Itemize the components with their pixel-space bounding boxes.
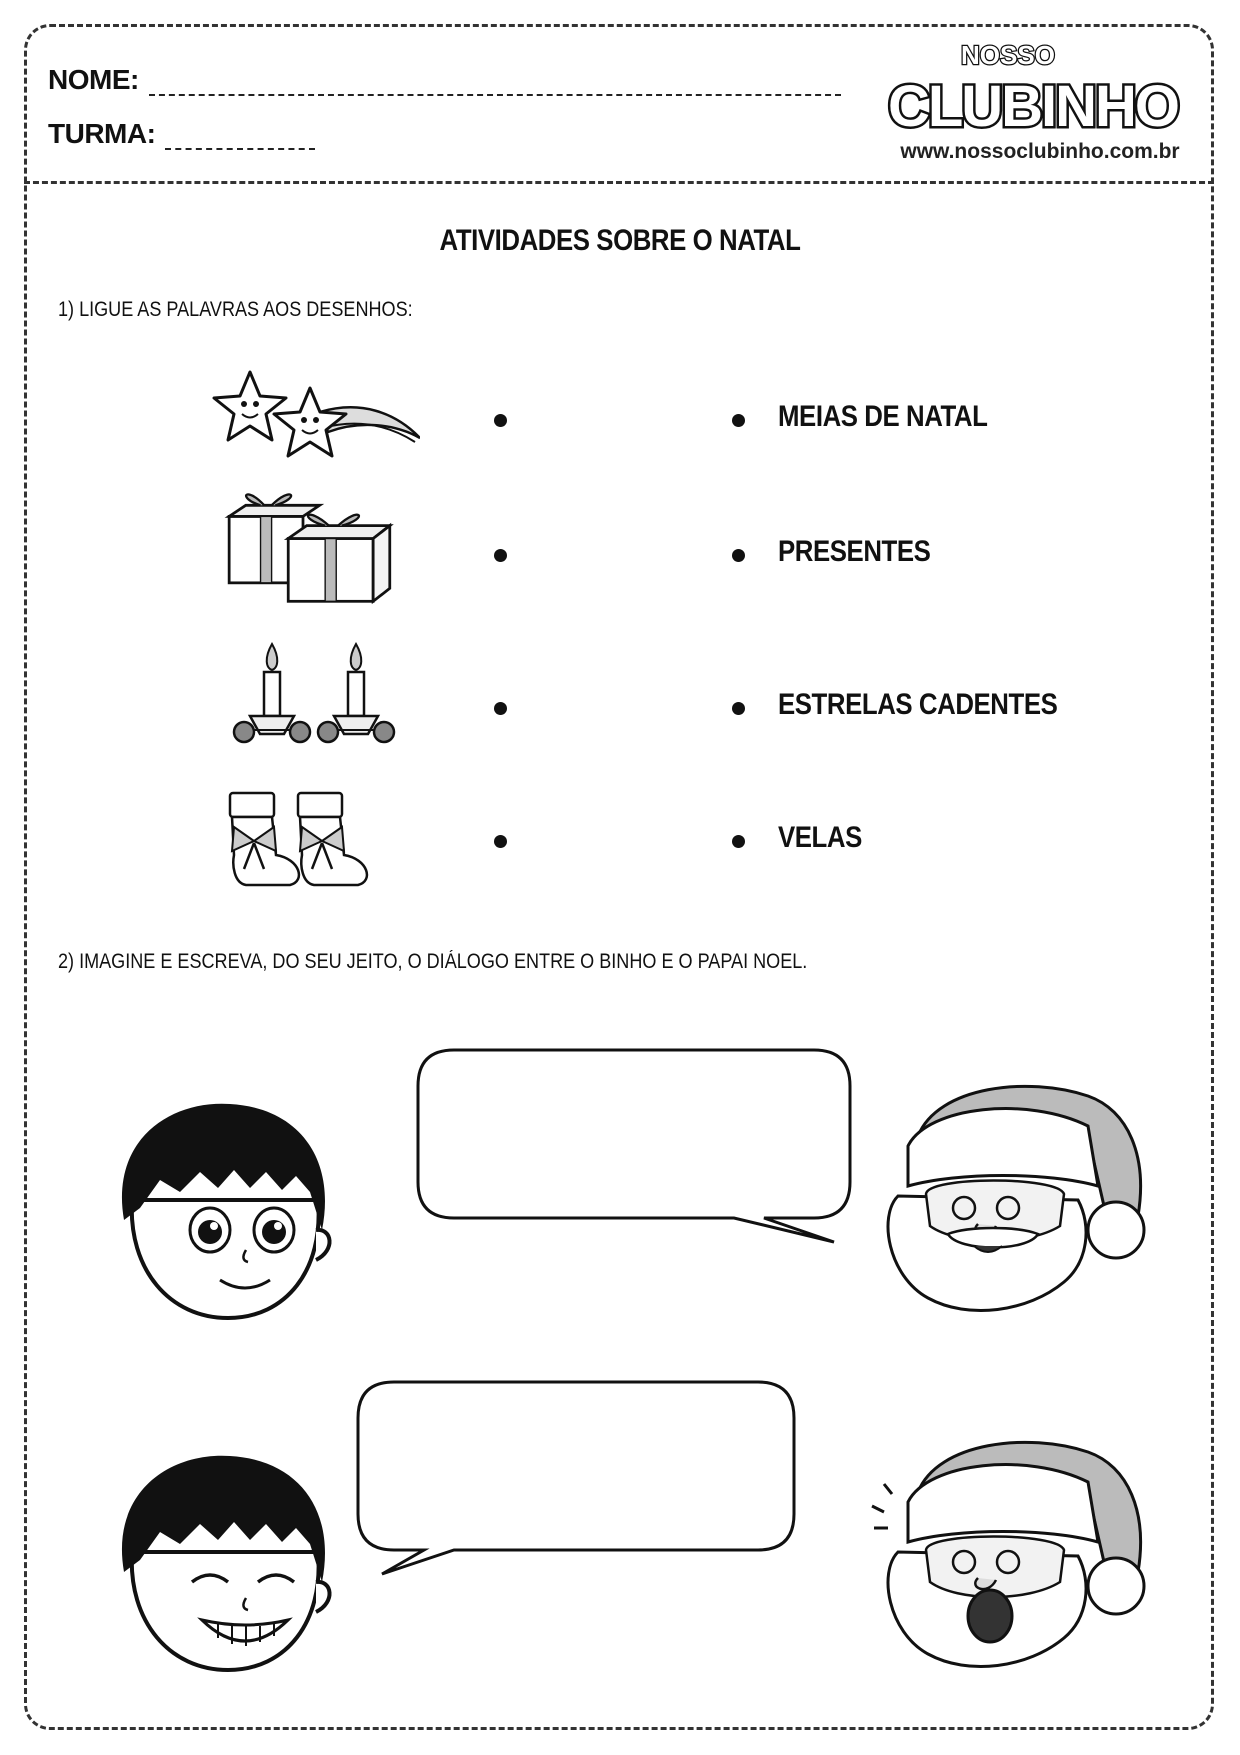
logo-top-text: NOSSO [961, 40, 1055, 70]
speech-bubble-1[interactable] [414, 1046, 854, 1246]
match-dot-left[interactable] [494, 549, 507, 562]
santa-face-icon [868, 1076, 1148, 1316]
match-word: ESTRELAS CADENTES [778, 688, 1058, 721]
logo-main-text: CLUBINHO [887, 74, 1179, 139]
speech-bubble-2[interactable] [354, 1378, 798, 1578]
gift-boxes-icon [210, 485, 420, 605]
match-dot-right[interactable] [732, 549, 745, 562]
class-field-row [48, 118, 315, 150]
shooting-stars-icon [210, 370, 420, 490]
match-row [0, 640, 1240, 760]
match-row [0, 780, 1240, 900]
name-label: NOME: [48, 64, 139, 95]
header-divider [24, 181, 1214, 184]
match-dot-right[interactable] [732, 835, 745, 848]
class-field[interactable] [165, 122, 315, 150]
match-dot-left[interactable] [494, 835, 507, 848]
boy-face-icon [110, 1100, 340, 1330]
logo-url: www.nossoclubinho.com.br [900, 140, 1180, 163]
santa-surprised-face-icon [868, 1432, 1148, 1672]
match-word: MEIAS DE NATAL [778, 400, 988, 433]
candles-icon [210, 640, 420, 760]
name-field-row [48, 64, 841, 96]
question-2: 2) IMAGINE E ESCREVA, DO SEU JEITO, O DIÁLOGO ENTRE O BINHO E O PAPAI NOEL. [58, 950, 808, 973]
christmas-stockings-icon [210, 780, 420, 900]
class-label: TURMA: [48, 118, 156, 149]
match-row [0, 485, 1240, 605]
match-word: PRESENTES [778, 535, 931, 568]
question-1: 1) LIGUE AS PALAVRAS AOS DESENHOS: [58, 298, 413, 321]
page-title: ATIVIDADES SOBRE O NATAL [439, 224, 801, 257]
match-dot-right[interactable] [732, 414, 745, 427]
match-row [0, 370, 1240, 490]
boy-laughing-face-icon [110, 1452, 340, 1682]
name-field[interactable] [149, 68, 841, 96]
match-dot-left[interactable] [494, 702, 507, 715]
match-word: VELAS [778, 821, 862, 854]
match-dot-right[interactable] [732, 702, 745, 715]
match-dot-left[interactable] [494, 414, 507, 427]
